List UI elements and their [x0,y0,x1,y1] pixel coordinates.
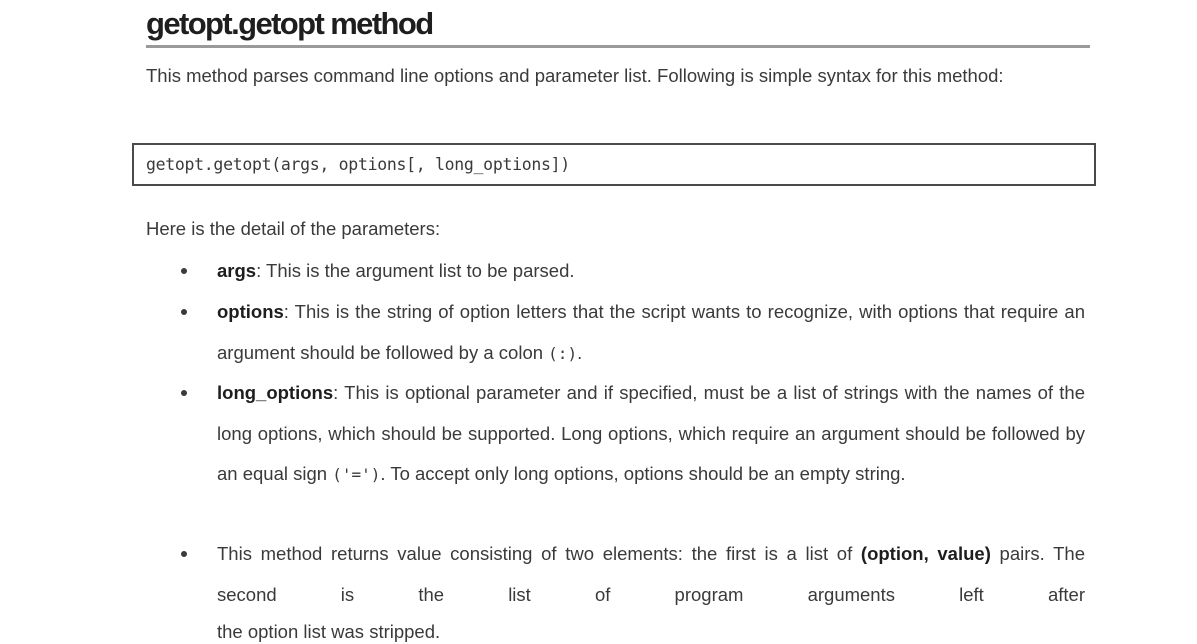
syntax-code: getopt.getopt(args, options[, long_options]) [146,155,570,174]
bullet-icon [181,390,187,396]
param-description: : This is optional parameter and if specified, must be a list of strings with the names of the long options, which should be supported. Long options, which require an argument should be followed by an equal sign [217,382,1085,484]
syntax-code-box [132,143,1096,186]
list-item-options [217,292,1085,374]
param-description-end: . To accept only long options, options should be an empty string. [380,463,906,484]
param-name: args [217,260,257,281]
list-item-args [217,251,1085,292]
intro-paragraph: This method parses command line options and parameter list. Following is simple syntax for this method: [146,65,1004,86]
parameters-intro: Here is the detail of the parameters: [146,218,441,239]
page-title: getopt.getopt method [146,6,433,41]
truncated-line: the option list was stripped. [217,621,441,642]
bullet-icon [181,309,187,315]
bullet-icon [181,268,187,274]
param-description: : This is the argument list to be parsed. [256,260,575,281]
list-item-long-options [217,373,1085,496]
param-name: options [217,301,284,322]
inline-code: ('=') [332,465,381,484]
return-description: This method returns value consisting of two elements: the first is a list of [217,543,861,564]
param-description: : This is the string of option letters that the script wants to recognize, with options that require an argument should be followed by a colon [217,301,1085,363]
return-description-end: pairs. The second is the list of program arguments left after [217,543,1086,605]
return-pair-term: (option, value) [860,543,991,564]
param-name: long_options [217,382,334,403]
list-item-return-value [217,534,1085,615]
bullet-icon [181,551,187,557]
inline-code: (:) [548,343,578,363]
title-underline [146,45,1090,48]
param-description-end: . [577,341,583,363]
